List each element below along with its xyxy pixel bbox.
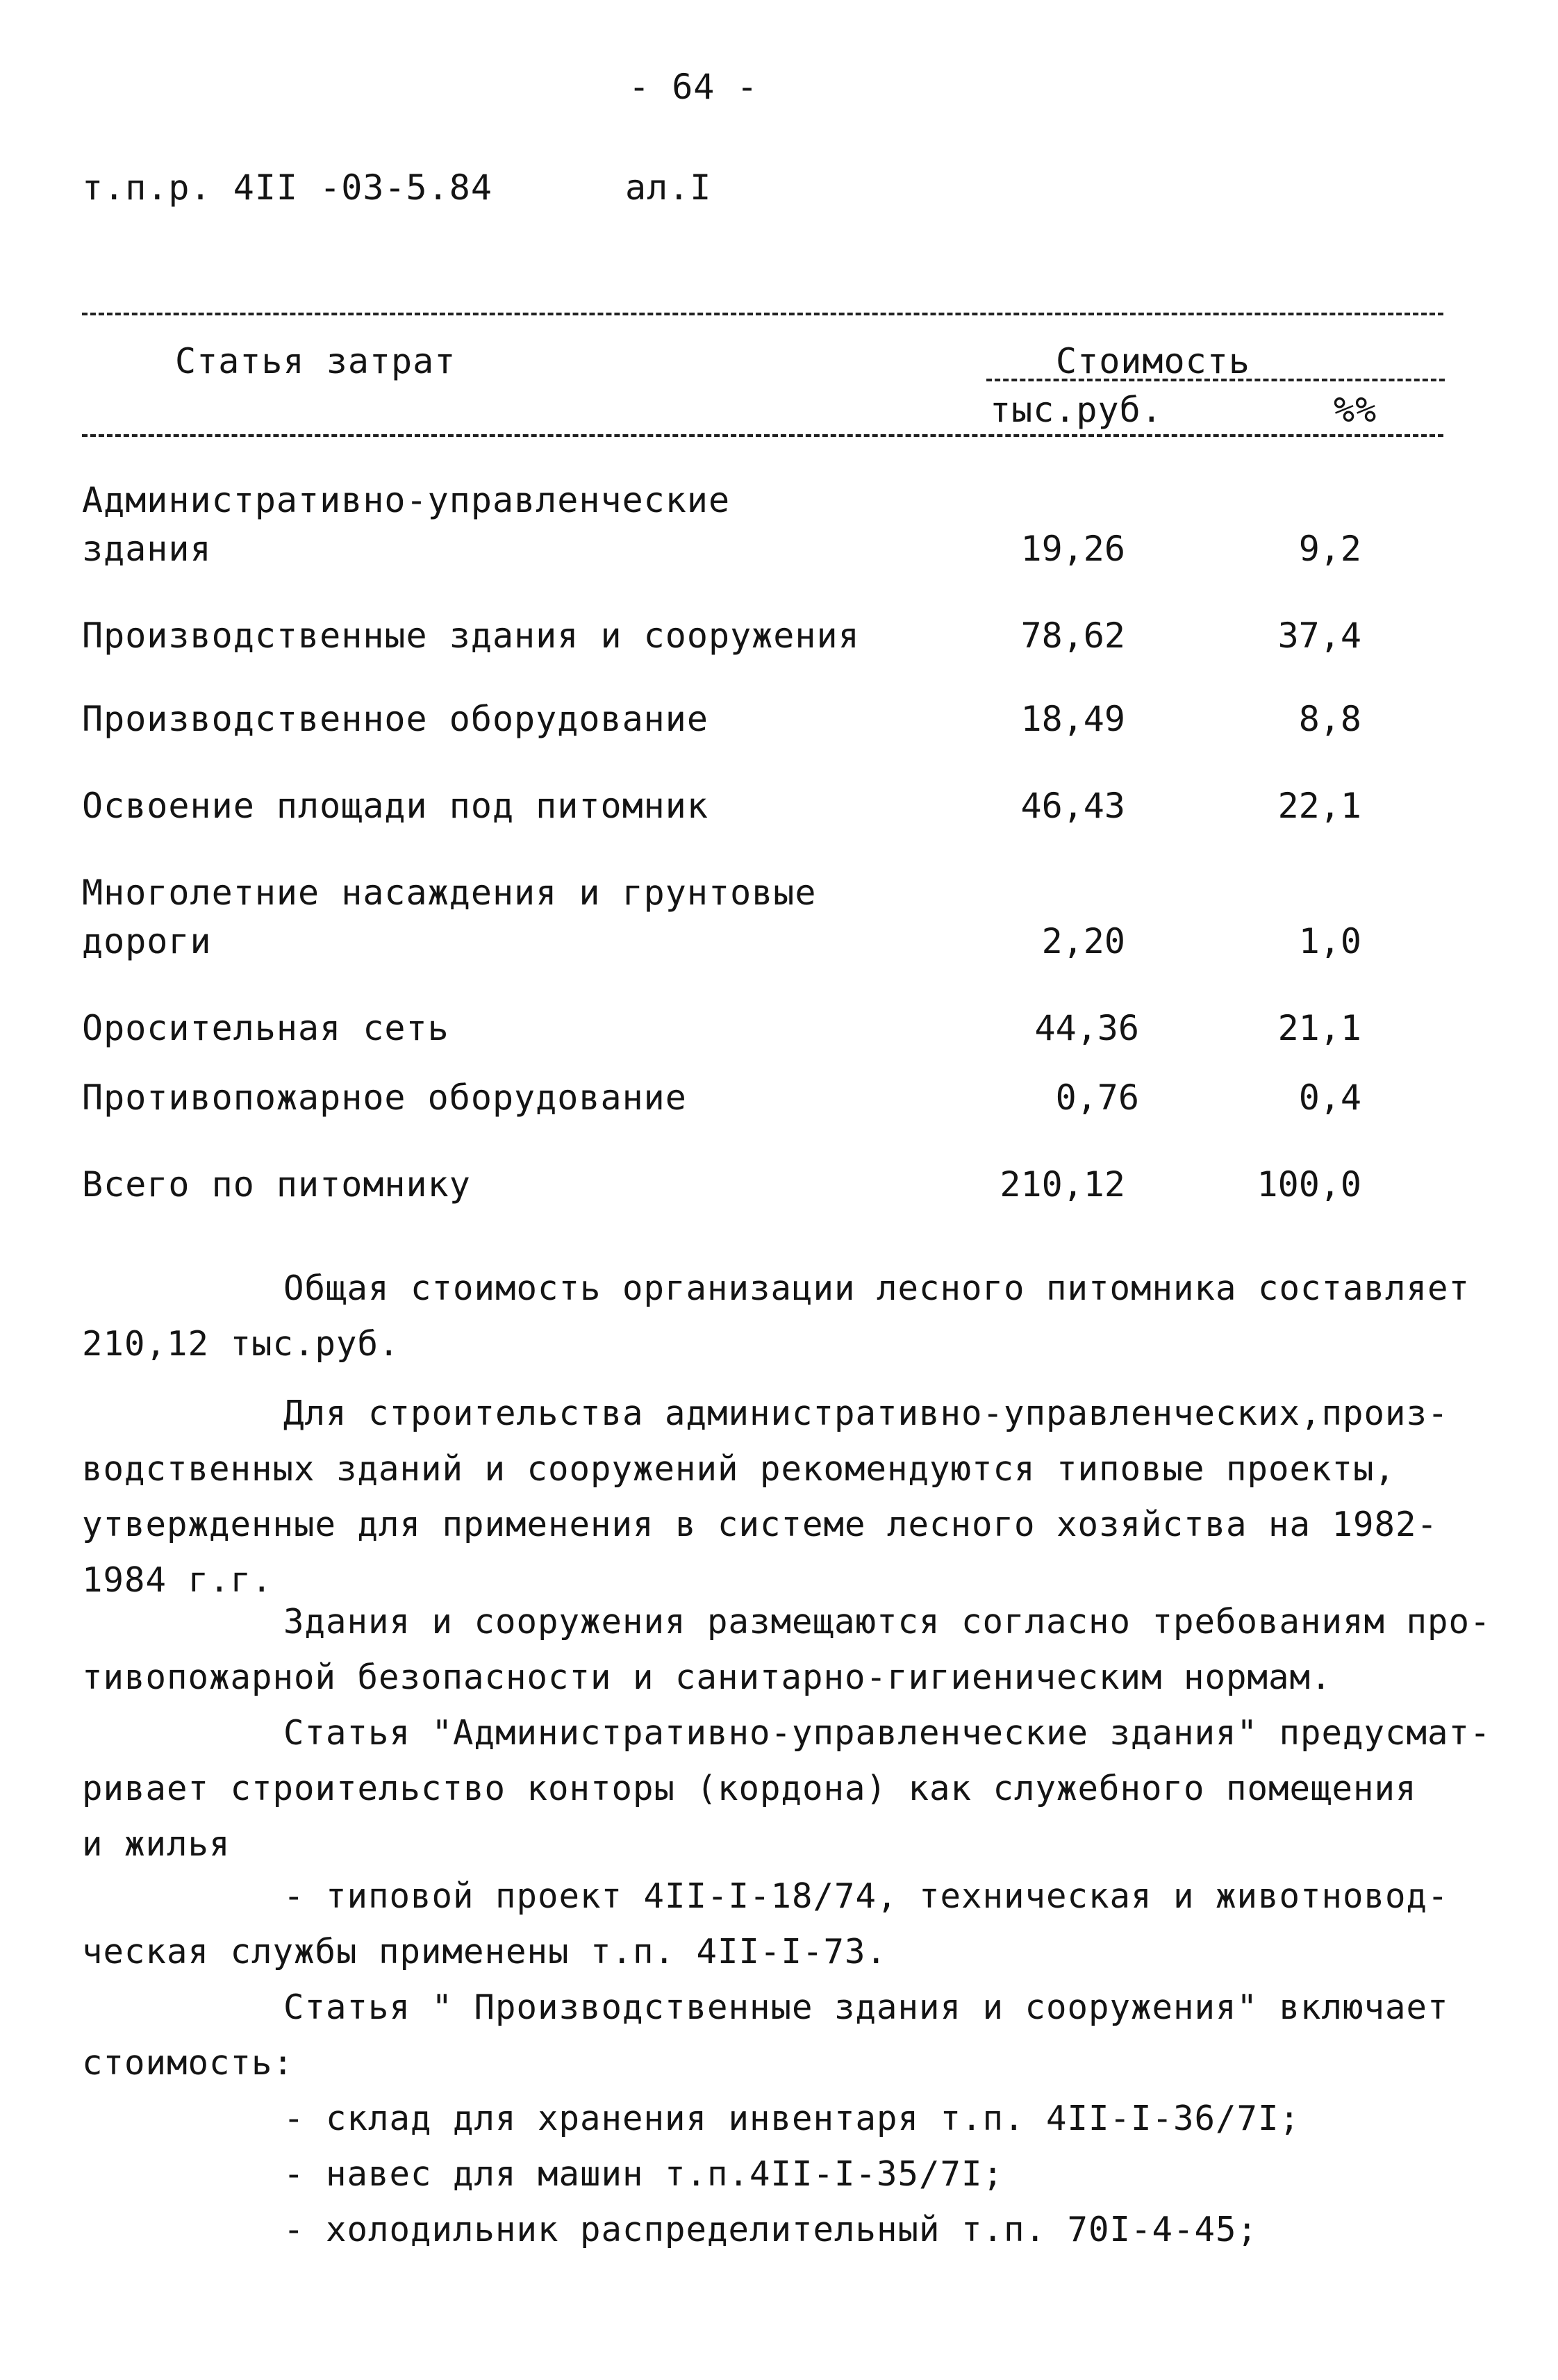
row-pct: 21,1 — [1277, 1008, 1361, 1048]
paragraph-placement — [82, 1594, 1491, 1705]
row-pct: 1,0 — [1298, 921, 1361, 961]
text-line: тивопожарной безопасности и санитарно-гигиеническим нормам. — [82, 1658, 1332, 1697]
cost-items-list — [283, 2091, 1300, 2258]
text-line: и жилья — [82, 1824, 231, 1864]
column-header-pct: %% — [1334, 390, 1377, 430]
row-label: Производственные здания и сооружения — [82, 615, 860, 656]
row-pct: 9,2 — [1298, 529, 1361, 569]
row-label-cont: дороги — [82, 921, 212, 961]
row-label: Многолетние насаждения и грунтовые — [82, 873, 817, 913]
sheet-label: ал.I — [625, 167, 712, 208]
document-reference: т.п.р. 4II -03-5.84 — [82, 167, 492, 208]
text-line: Здания и сооружения размещаются согласно требованиям про- — [283, 1602, 1491, 1642]
text-line: Общая стоимость организации лесного питомника составляет — [283, 1268, 1470, 1308]
row-rub: 0,76 — [1055, 1077, 1139, 1118]
list-item: - навес для машин т.п.4II-I-35/7I; — [283, 2154, 1004, 2194]
text-line: Статья " Производственные здания и сооружения" включает — [283, 1988, 1449, 2027]
paragraph-admin-buildings — [82, 1705, 1491, 1872]
text-line: ривает строительство конторы (кордона) как служебного помещения — [82, 1769, 1417, 1808]
column-header-rub: тыс.руб. — [990, 390, 1163, 430]
paragraph-standard-project — [82, 1869, 1449, 1980]
row-label: Всего по питомнику — [82, 1164, 471, 1205]
row-rub: 210,12 — [1000, 1164, 1125, 1205]
row-rub: 2,20 — [1041, 921, 1125, 961]
text-line: водственных зданий и сооружений рекомендуются типовые проекты, — [82, 1449, 1396, 1489]
text-line: Для строительства административно-управленческих,произ- — [283, 1394, 1449, 1433]
table-top-rule — [82, 313, 1443, 315]
row-label: Освоение площади под питомник — [82, 786, 708, 826]
header-bottom-rule — [82, 434, 1443, 437]
row-rub: 46,43 — [1020, 786, 1125, 826]
row-label: Противопожарное оборудование — [82, 1077, 687, 1118]
row-rub: 18,49 — [1020, 699, 1125, 739]
row-pct: 100,0 — [1257, 1164, 1361, 1205]
text-line: стоимость: — [82, 2043, 295, 2083]
row-pct: 22,1 — [1277, 786, 1361, 826]
row-rub: 44,36 — [1034, 1008, 1139, 1048]
row-pct: 0,4 — [1298, 1077, 1361, 1118]
paragraph-projects — [82, 1386, 1449, 1608]
row-pct: 8,8 — [1298, 699, 1361, 739]
row-label: Административно-управленческие — [82, 480, 731, 520]
paragraph-production-buildings — [82, 1980, 1449, 2091]
page-number: - 64 - — [629, 67, 759, 107]
row-label-cont: здания — [82, 529, 212, 569]
text-line: 210,12 тыс.руб. — [82, 1324, 400, 1364]
row-label: Производственное оборудование — [82, 699, 708, 739]
cost-header-rule — [986, 379, 1445, 381]
list-item: - склад для хранения инвентаря т.п. 4II-I-36/7I; — [283, 2099, 1301, 2138]
row-rub: 78,62 — [1020, 615, 1125, 656]
row-rub: 19,26 — [1020, 529, 1125, 569]
row-label: Оросительная сеть — [82, 1008, 449, 1048]
text-line: 1984 г.г. — [82, 1560, 273, 1600]
text-line: - типовой проект 4II-I-18/74, техническая и животновод- — [283, 1876, 1449, 1916]
column-header-cost: Стоимость — [1056, 341, 1250, 381]
text-line: ческая службы применены т.п. 4II-I-73. — [82, 1932, 888, 1972]
paragraph-total-cost — [82, 1261, 1470, 1372]
text-line: утвержденные для применения в системе лесного хозяйства на 1982- — [82, 1505, 1439, 1544]
text-line: Статья "Административно-управленческие здания" предусмат- — [283, 1713, 1491, 1753]
list-item: - холодильник распределительный т.п. 70I-4-45; — [283, 2210, 1259, 2249]
row-pct: 37,4 — [1277, 615, 1361, 656]
column-header-item: Статья затрат — [175, 341, 456, 381]
